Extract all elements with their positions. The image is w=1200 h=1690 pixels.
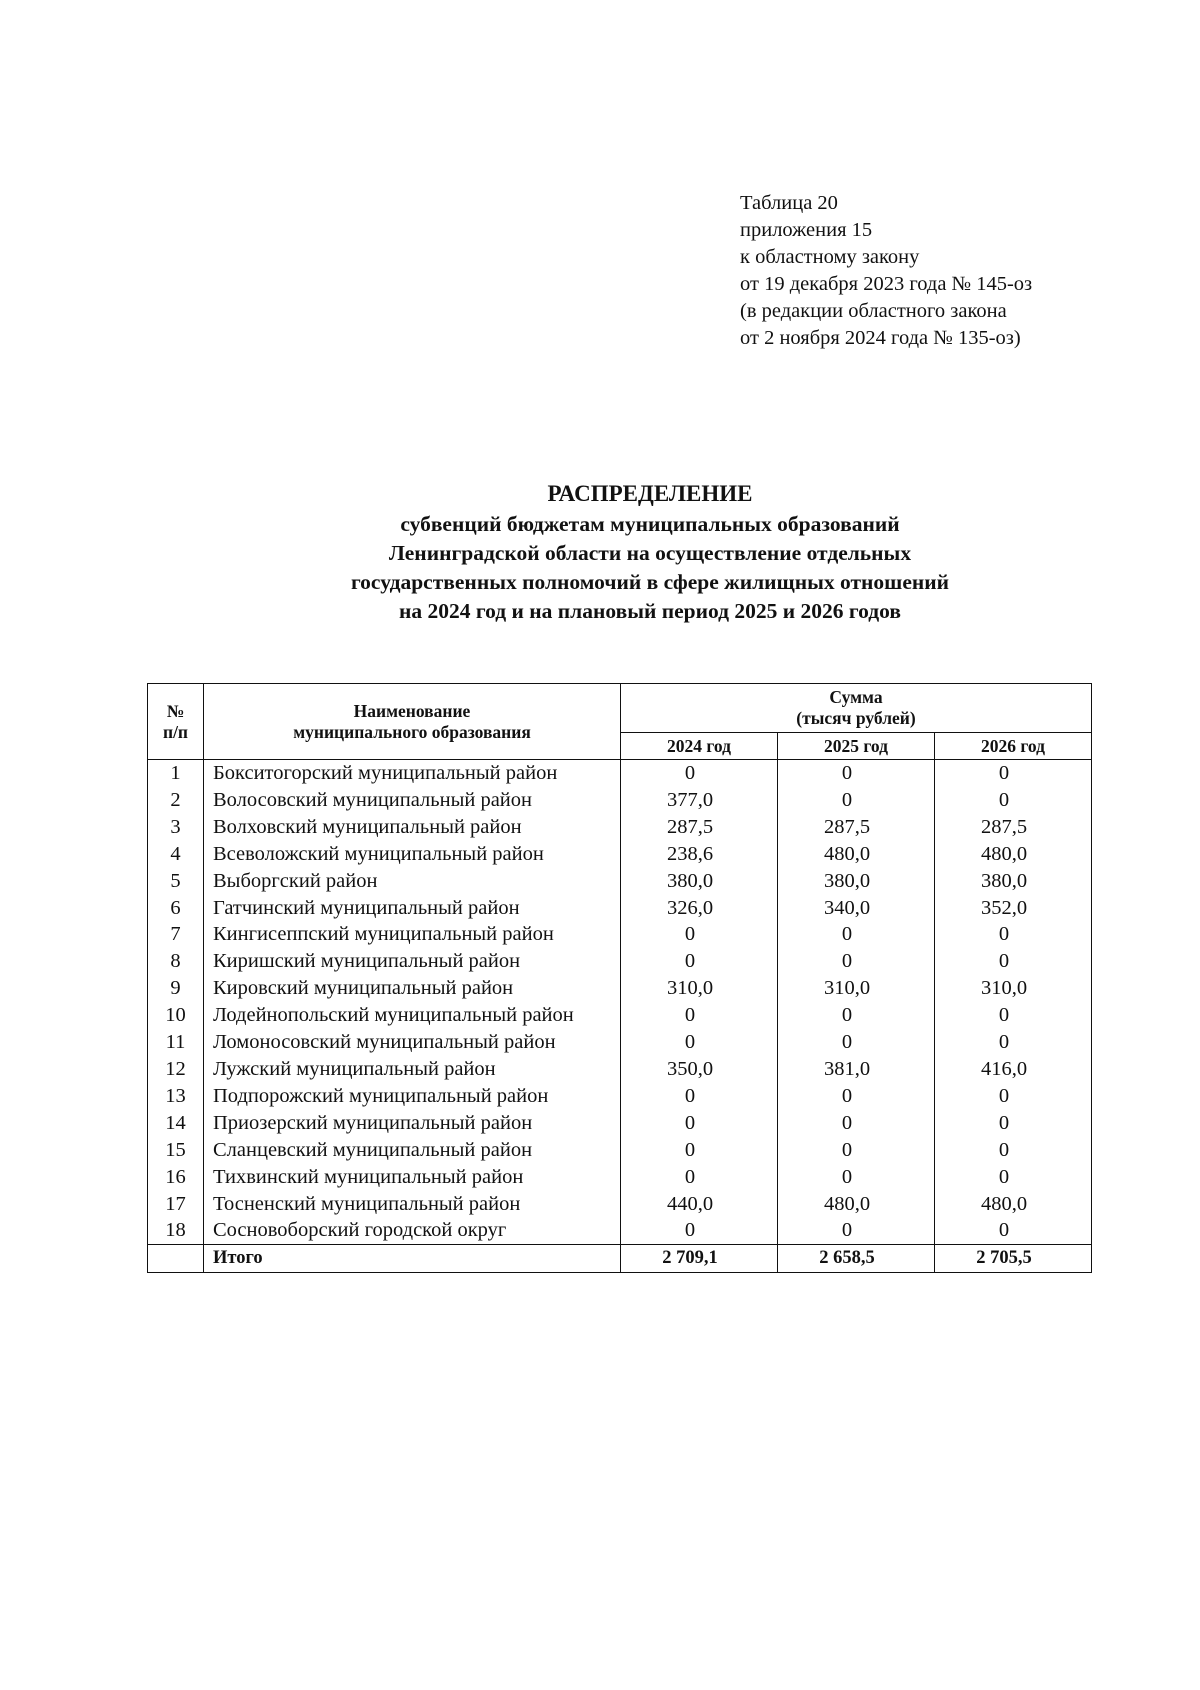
header-number-line-1: № [166,700,185,721]
header-year-2026: 2026 год [935,733,1092,760]
header-sum-line-1: Сумма [829,687,883,707]
row-number: 11 [148,1029,204,1056]
row-number: 16 [148,1164,204,1191]
header-name-line-2: муниципального образования [293,721,531,742]
row-value-2024: 326,0 [621,895,778,922]
row-municipality-name: Лодейнопольский муниципальный район [204,1002,621,1029]
row-value-2024: 238,6 [621,841,778,868]
note-line-table-number: Таблица 20 [740,192,838,214]
row-municipality-name: Кингисеппский муниципальный район [204,921,621,948]
row-value-2025: 380,0 [778,868,935,895]
row-number: 8 [148,948,204,975]
title-line-2: Ленинградской области на осуществление отдельных [388,541,912,565]
row-number: 18 [148,1217,204,1244]
table-row [148,1217,1092,1244]
row-value-2024: 0 [621,948,778,975]
row-number: 5 [148,868,204,895]
row-municipality-name: Кировский муниципальный район [204,975,621,1002]
table-row [148,1056,1092,1083]
row-value-2024: 377,0 [621,787,778,814]
row-value-2026: 0 [935,921,1092,948]
table-row [148,948,1092,975]
title-line-3: государственных полномочий в сфере жилищных отношений [350,570,950,594]
row-value-2025: 340,0 [778,895,935,922]
table-reference-note [740,190,1032,352]
row-value-2026: 310,0 [935,975,1092,1002]
total-2025: 2 658,5 [778,1245,935,1273]
table-row [148,975,1092,1002]
row-number: 10 [148,1002,204,1029]
row-value-2026: 0 [935,1029,1092,1056]
row-number: 14 [148,1110,204,1137]
title-line-4: на 2024 год и на плановый период 2025 и 2026 годов [399,599,901,623]
table-row [148,841,1092,868]
row-value-2024: 0 [621,1137,778,1164]
row-value-2024: 0 [621,1083,778,1110]
row-municipality-name: Киришский муниципальный район [204,948,621,975]
row-value-2024: 440,0 [621,1191,778,1218]
row-municipality-name: Сланцевский муниципальный район [204,1137,621,1164]
table-row [148,1110,1092,1137]
row-value-2025: 0 [778,787,935,814]
row-value-2025: 0 [778,1164,935,1191]
row-value-2024: 0 [621,1217,778,1244]
header-name [204,684,621,760]
row-value-2024: 287,5 [621,814,778,841]
row-value-2025: 381,0 [778,1056,935,1083]
row-municipality-name: Выборгский район [204,868,621,895]
row-number: 9 [148,975,204,1002]
table-row [148,921,1092,948]
row-number: 7 [148,921,204,948]
row-value-2026: 416,0 [935,1056,1092,1083]
row-value-2025: 0 [778,1110,935,1137]
row-number: 12 [148,1056,204,1083]
header-sum [621,684,1092,733]
table-row [148,1191,1092,1218]
row-value-2026: 0 [935,1002,1092,1029]
row-value-2025: 0 [778,1002,935,1029]
document-title [100,478,1200,626]
row-value-2025: 310,0 [778,975,935,1002]
row-value-2025: 0 [778,948,935,975]
row-value-2026: 480,0 [935,1191,1092,1218]
row-value-2026: 0 [935,787,1092,814]
row-value-2026: 480,0 [935,841,1092,868]
header-sum-line-2: (тысяч рублей) [796,708,916,728]
total-number-cell [148,1245,204,1273]
row-value-2024: 350,0 [621,1056,778,1083]
note-line-revision-date: от 2 ноября 2024 года № 135-оз) [740,327,1021,349]
row-number: 2 [148,787,204,814]
row-number: 15 [148,1137,204,1164]
row-value-2025: 0 [778,1029,935,1056]
row-number: 3 [148,814,204,841]
header-number [148,684,204,760]
row-municipality-name: Бокситогорский муниципальный район [204,760,621,787]
row-municipality-name: Приозерский муниципальный район [204,1110,621,1137]
row-value-2026: 0 [935,760,1092,787]
row-number: 4 [148,841,204,868]
row-value-2025: 480,0 [778,841,935,868]
distribution-table [147,683,1092,1273]
row-municipality-name: Тихвинский муниципальный район [204,1164,621,1191]
row-value-2026: 380,0 [935,868,1092,895]
row-value-2025: 0 [778,760,935,787]
row-value-2024: 0 [621,1164,778,1191]
table-row [148,868,1092,895]
table-row [148,895,1092,922]
row-value-2025: 0 [778,1217,935,1244]
row-value-2024: 0 [621,1110,778,1137]
row-municipality-name: Ломоносовский муниципальный район [204,1029,621,1056]
row-municipality-name: Гатчинский муниципальный район [204,895,621,922]
row-value-2025: 480,0 [778,1191,935,1218]
row-municipality-name: Сосновоборский городской округ [204,1217,621,1244]
row-value-2025: 0 [778,1083,935,1110]
row-value-2024: 310,0 [621,975,778,1002]
total-2026: 2 705,5 [935,1245,1092,1273]
row-value-2026: 287,5 [935,814,1092,841]
row-value-2026: 0 [935,1083,1092,1110]
row-value-2026: 0 [935,948,1092,975]
row-number: 1 [148,760,204,787]
table-body [148,760,1092,1245]
note-line-law-date: от 19 декабря 2023 года № 145-оз [740,273,1033,295]
total-label: Итого [204,1245,621,1273]
table-row [148,787,1092,814]
note-line-appendix: приложения 15 [740,219,873,241]
title-line-1: субвенций бюджетам муниципальных образований [400,512,900,536]
row-value-2026: 0 [935,1110,1092,1137]
row-municipality-name: Волховский муниципальный район [204,814,621,841]
row-value-2024: 0 [621,1002,778,1029]
title-main: РАСПРЕДЕЛЕНИЕ [547,481,753,506]
table-row [148,1164,1092,1191]
table-row [148,1083,1092,1110]
note-line-revision: (в редакции областного закона [740,300,1007,322]
table-row [148,1002,1092,1029]
row-municipality-name: Тосненский муниципальный район [204,1191,621,1218]
row-municipality-name: Волосовский муниципальный район [204,787,621,814]
header-number-line-2: п/п [162,721,189,742]
row-value-2024: 380,0 [621,868,778,895]
row-value-2026: 352,0 [935,895,1092,922]
row-municipality-name: Всеволожский муниципальный район [204,841,621,868]
table-row [148,1029,1092,1056]
header-year-2024: 2024 год [621,733,778,760]
row-value-2025: 287,5 [778,814,935,841]
row-value-2025: 0 [778,921,935,948]
row-municipality-name: Подпорожский муниципальный район [204,1083,621,1110]
header-year-2025: 2025 год [778,733,935,760]
row-value-2024: 0 [621,921,778,948]
table-row [148,1137,1092,1164]
row-value-2024: 0 [621,760,778,787]
total-2024: 2 709,1 [621,1245,778,1273]
row-value-2026: 0 [935,1137,1092,1164]
table-row [148,760,1092,787]
note-line-law: к областному закону [740,246,920,268]
row-value-2026: 0 [935,1164,1092,1191]
row-number: 13 [148,1083,204,1110]
row-value-2026: 0 [935,1217,1092,1244]
row-value-2024: 0 [621,1029,778,1056]
row-number: 6 [148,895,204,922]
total-row [148,1245,1092,1273]
table-row [148,814,1092,841]
row-number: 17 [148,1191,204,1218]
header-name-line-1: Наименование [353,700,471,721]
row-municipality-name: Лужский муниципальный район [204,1056,621,1083]
row-value-2025: 0 [778,1137,935,1164]
